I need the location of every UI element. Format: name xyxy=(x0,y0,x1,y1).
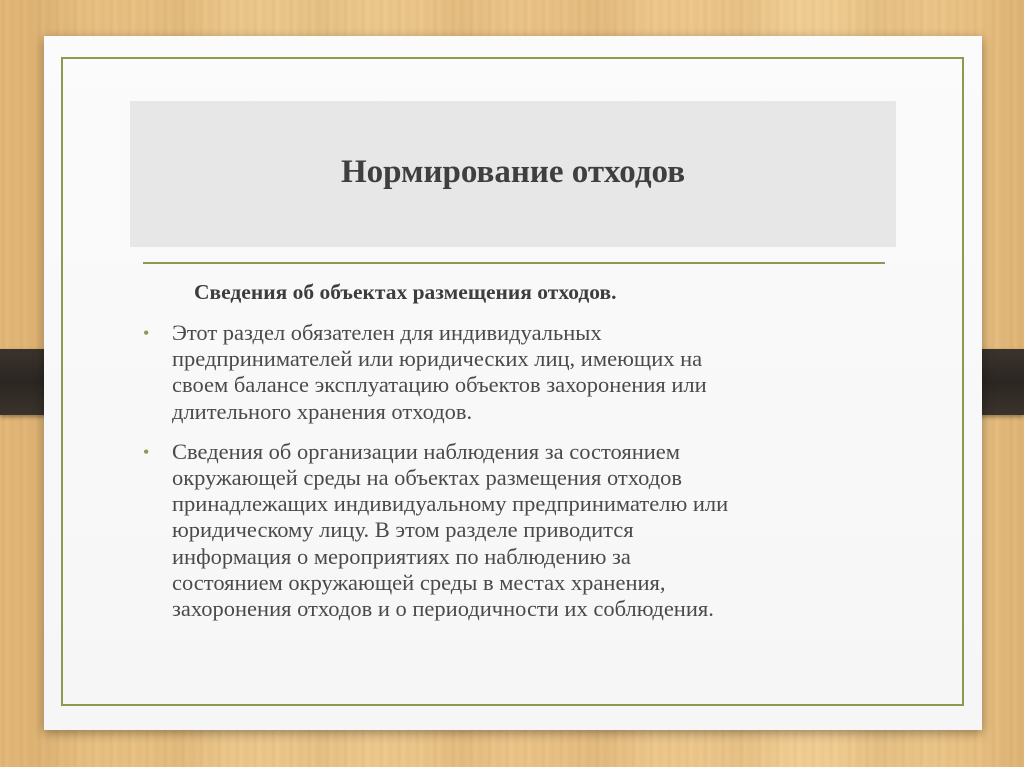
bullet-line: Этот раздел обязателен для индивидуальных xyxy=(172,320,602,345)
bullet-line: состоянием окружающей среды в местах хранения, xyxy=(172,569,666,595)
bullet-line: длительного хранения отходов. xyxy=(172,398,473,424)
bullet-line: окружающей среды на объектах размещения отходов xyxy=(172,465,683,491)
bullet-line: захоронения отходов и о периодичности их соблюдения. xyxy=(172,596,714,622)
slide-subtitle: Сведения об объектах размещения отходов. xyxy=(194,280,617,304)
title-divider xyxy=(143,262,885,264)
slide-title: Нормирование отходов xyxy=(340,153,686,190)
bullet-icon: • xyxy=(143,323,150,343)
slide-paper xyxy=(44,36,982,730)
bullet-line: Сведения об организации наблюдения за состоянием xyxy=(172,438,681,464)
bullet-item xyxy=(136,439,856,622)
bullet-line: юридическому лицу. В этом разделе приводится xyxy=(172,517,634,543)
bullet-icon: • xyxy=(143,441,150,462)
bullet-line: своем балансе эксплуатацию объектов захоронения или xyxy=(172,372,707,398)
bullet-line: предпринимателей или юридических лиц, имеющих на xyxy=(172,346,703,372)
bullet-line: информация о мероприятиях по наблюдению за xyxy=(172,543,631,569)
bullet-line: принадлежащих индивидуальному предпринимателю или xyxy=(172,491,729,517)
bullet-item xyxy=(136,320,856,425)
bullet-list xyxy=(136,320,856,636)
title-box xyxy=(130,101,896,247)
